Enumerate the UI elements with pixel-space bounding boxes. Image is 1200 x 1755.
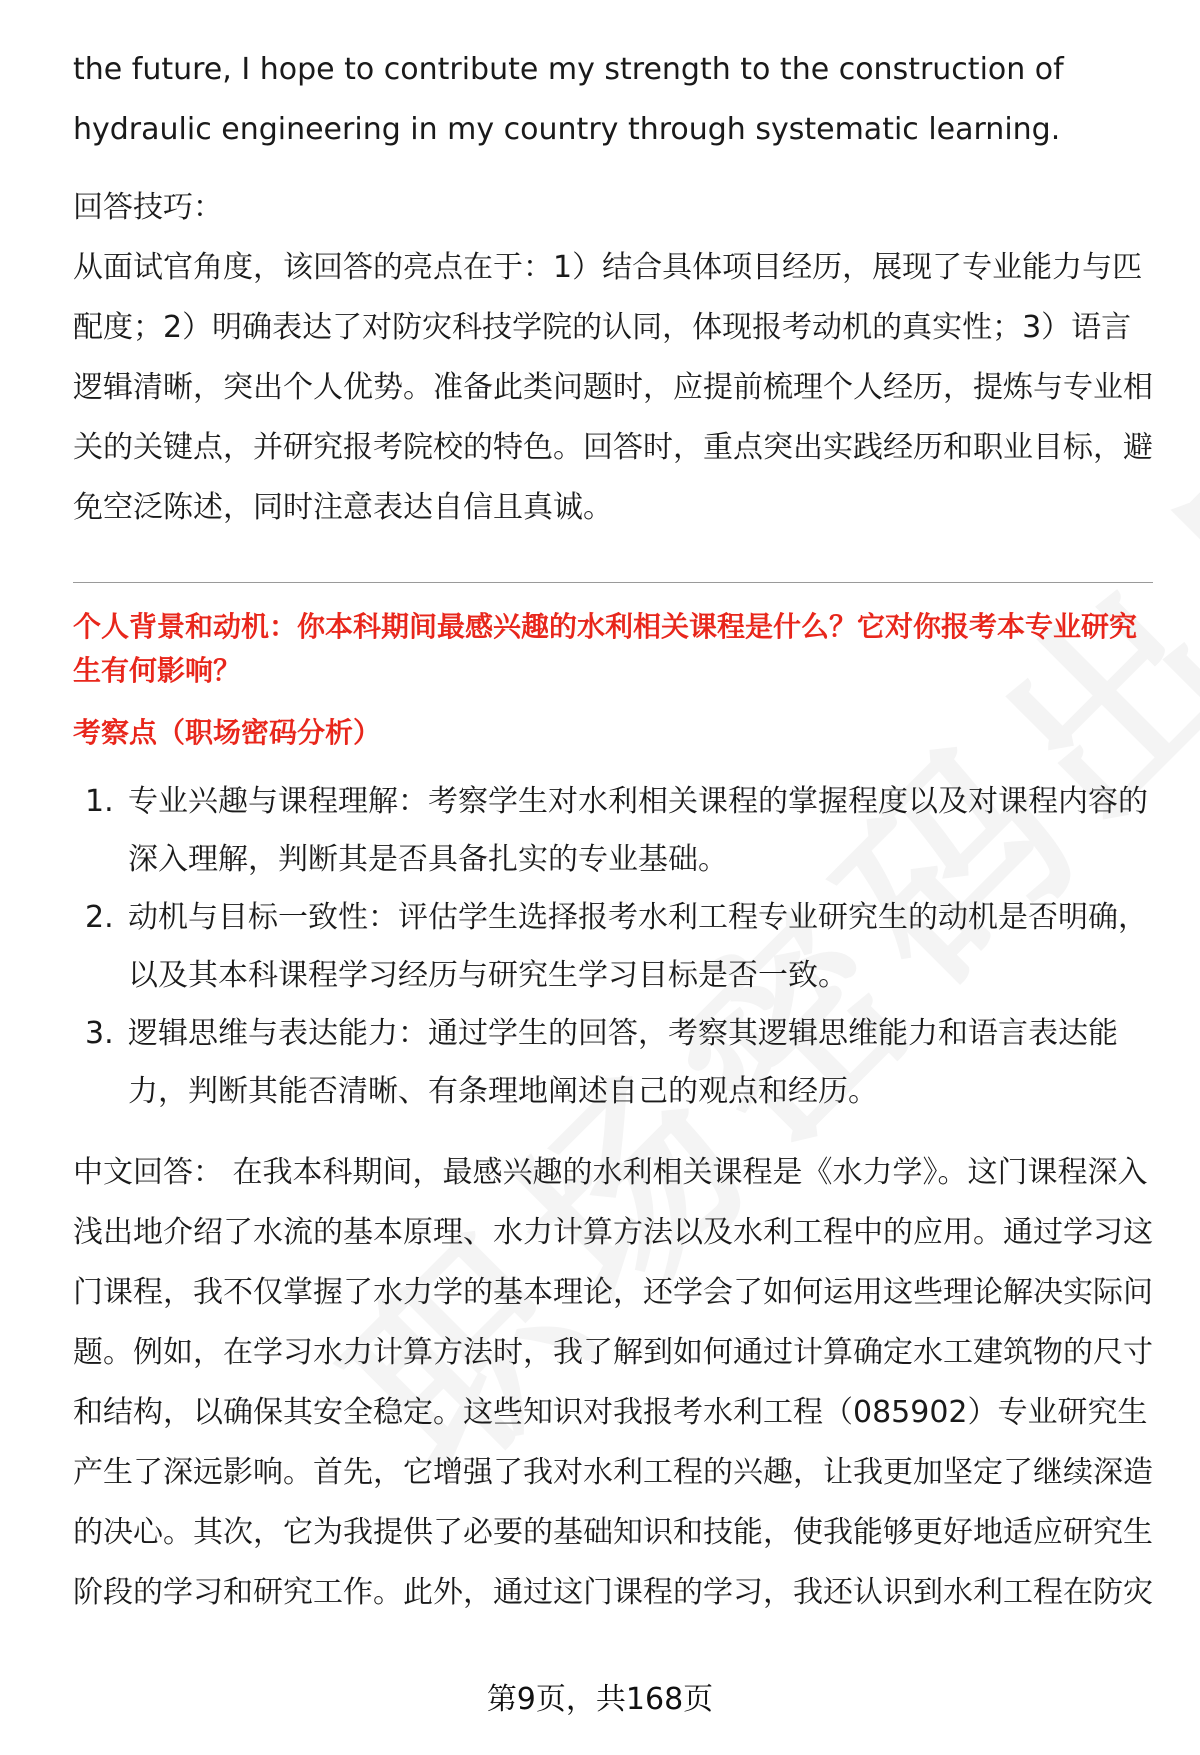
tips-label: 回答技巧： bbox=[73, 190, 223, 225]
tips-text: 从面试官角度，该回答的亮点在于：1）结合具体项目经历，展现了专业能力与匹配度；2）明确表达了对防灾科技学院的认同，体现报考动机的真实性；3）语言逻辑清晰，突出个人优势。准备此类问题时，应提前梳理个人经历，提炼与专业相关的关键点，并研究报考院校的特色。回答时，重点突出实践经历和职业目标，避免空泛陈述，同时注意表达自信且真诚。 bbox=[73, 250, 1153, 525]
assessment-points-list bbox=[73, 773, 1153, 1121]
list-item bbox=[73, 1005, 1153, 1121]
page-content bbox=[73, 40, 1153, 1623]
section-title: 考察点（职场密码分析） bbox=[73, 716, 382, 749]
section-divider bbox=[73, 582, 1153, 583]
question-heading: 个人背景和动机：你本科期间最感兴趣的水利相关课程是什么？它对你报考本专业研究生有何影响？ bbox=[73, 610, 1138, 687]
answer-text: 中文回答： 在我本科期间，最感兴趣的水利相关课程是《水力学》。这门课程深入浅出地介绍了水流的基本原理、水力计算方法以及水利工程中的应用。通过学习这门课程，我不仅掌握了水力学的基本理论，还学会了如何运用这些理论解决实际问题。例如，在学习水力计算方法时，我了解到如何通过计算确定水工建筑物的尺寸和结构，以确保其安全稳定。这些知识对我报考水利工程（085902）专业研究生产生了深远影响。首先，它增强了我对水利工程的兴趣，让我更加坚定了继续深造的决心。其次，它为我提供了必要的基础知识和技能，使我能够更好地适应研究生阶段的学习和研究工作。此外，通过这门课程的学习，我还认识到水利工程在防灾 bbox=[73, 1155, 1153, 1610]
list-item-number: 2. bbox=[85, 900, 114, 935]
intro-continuation: the future, I hope to contribute my strength to the construction of hydraulic engineering in my country through systematic learning. bbox=[73, 52, 1064, 147]
page-number-footer: 第9页，共168页 bbox=[486, 1682, 714, 1717]
list-item bbox=[73, 773, 1153, 889]
list-item-number: 1. bbox=[85, 784, 114, 819]
tips-block bbox=[73, 178, 1153, 538]
list-item bbox=[73, 889, 1153, 1005]
list-item-text: 专业兴趣与课程理解：考察学生对水利相关课程的掌握程度以及对课程内容的深入理解，判断其是否具备扎实的专业基础。 bbox=[128, 784, 1148, 877]
list-item-text: 动机与目标一致性：评估学生选择报考水利工程专业研究生的动机是否明确，以及其本科课程学习经历与研究生学习目标是否一致。 bbox=[128, 900, 1148, 993]
list-item-number: 3. bbox=[85, 1016, 114, 1051]
list-item-text: 逻辑思维与表达能力：通过学生的回答，考察其逻辑思维能力和语言表达能力，判断其能否清晰、有条理地阐述自己的观点和经历。 bbox=[128, 1016, 1118, 1109]
